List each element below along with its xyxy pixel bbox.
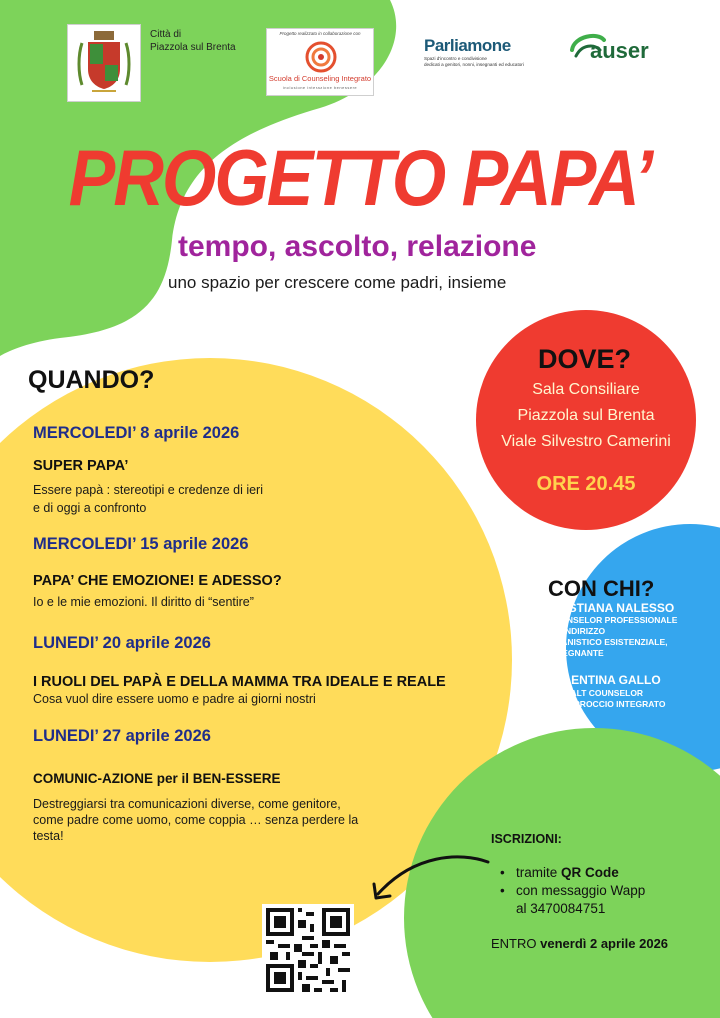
flower-icon: [305, 41, 337, 73]
event3-title: I RUOLI DEL PAPÀ E DELLA MAMMA TRA IDEALE E REALE: [33, 674, 446, 690]
shield-icon: [68, 25, 140, 101]
event1-date: MERCOLEDI’ 8 aprile 2026: [33, 424, 240, 442]
dove-line2: Piazzola sul Brenta: [517, 407, 655, 424]
iscrizioni-list: [500, 864, 645, 918]
event4-desc-line3: testa!: [33, 829, 64, 843]
event2-title: PAPA’ CHE EMOZIONE! E ADESSO?: [33, 573, 282, 589]
iscrizioni-item-wapp-line1: con messaggio Wapp: [516, 883, 646, 898]
deadline-prefix: ENTRO: [491, 936, 541, 951]
person1-role4: INSEGNANTE: [548, 648, 604, 658]
parliamone-name: Parliamone: [424, 36, 511, 55]
auser-name: auser: [590, 38, 649, 63]
quando-heading: QUANDO?: [28, 366, 155, 394]
dove-line1: Sala Consiliare: [532, 381, 640, 398]
scuola-counseling-logo: [266, 28, 374, 96]
person2-role2: AD APPROCCIO INTEGRATO: [548, 699, 666, 709]
iscrizioni-item-qr-bold: QR Code: [561, 865, 619, 880]
scuola-subtitle: inclusione interazione benessere: [282, 85, 358, 90]
tagline: uno spazio per crescere come padri, insieme: [168, 273, 507, 292]
parliamone-tagline1: Spazi d'incontro e condivisione: [424, 56, 487, 61]
iscrizioni-item-wapp-line2: al 3470084751: [516, 901, 606, 916]
dove-line3: Viale Silvestro Camerini: [501, 433, 671, 450]
person1-role1: COUNSELOR PROFESSIONALE: [548, 615, 678, 625]
event1-title: SUPER PAPA’: [33, 458, 129, 474]
parliamone-logo: [424, 36, 534, 67]
event4-desc-line2: come padre come uomo, come coppia … senza perdere la: [33, 813, 359, 827]
coat-of-arms-logo: [67, 24, 141, 102]
scuola-top-text: Progetto realizzato in collaborazione con: [279, 31, 361, 36]
event2-desc-line1: Io e le mie emozioni. Il diritto di “sentire”: [33, 595, 254, 609]
event4-date: LUNEDI’ 27 aprile 2026: [33, 727, 211, 745]
person2-name: VALENTINA GALLO: [548, 673, 661, 687]
event1-desc-line1: Essere papà : stereotipi e credenze di ieri: [33, 483, 263, 497]
person1-name: CRISTIANA NALESSO: [548, 601, 675, 615]
iscrizioni-item-qr: [500, 864, 645, 882]
city-name: [150, 28, 236, 54]
qr-code[interactable]: [262, 904, 354, 996]
person2-role1: GESTALT COUNSELOR: [548, 688, 644, 698]
person1-role2: AD INDIRIZZO: [548, 626, 606, 636]
con-chi-heading: CON CHI?: [548, 576, 655, 601]
deadline-date: venerdì 2 aprile 2026: [540, 936, 669, 951]
parliamone-tagline2: dedicati a genitori, nonni, insegnanti ed educatori: [424, 61, 524, 67]
auser-logo: [568, 30, 649, 69]
city-line1: Città di: [150, 29, 182, 40]
event3-date: LUNEDI’ 20 aprile 2026: [33, 634, 211, 652]
iscrizioni-item-qr-prefix: tramite: [516, 865, 562, 880]
arrow-icon: [364, 852, 494, 908]
iscrizioni-heading: ISCRIZIONI:: [491, 832, 562, 846]
scuola-name: Scuola di Counseling Integrato: [268, 74, 372, 83]
event1-desc-line2: e di oggi a confronto: [33, 501, 147, 515]
event4-title: COMUNIC-AZIONE per il BEN-ESSERE: [33, 771, 281, 786]
dove-heading: DOVE?: [538, 344, 632, 374]
iscrizioni-item-wapp: [500, 882, 645, 918]
event2-date: MERCOLEDI’ 15 aprile 2026: [33, 535, 249, 553]
event4-desc-line1: Destreggiarsi tra comunicazioni diverse, come genitore,: [33, 797, 341, 811]
iscrizioni-deadline: [491, 936, 668, 951]
person1-role3: UMANISTICO ESISTENZIALE,: [548, 637, 668, 647]
dove-time: ORE 20.45: [536, 473, 636, 495]
subtitle: tempo, ascolto, relazione: [178, 230, 537, 263]
main-title: PROGETTO PAPA’: [68, 134, 652, 222]
city-line2: Piazzola sul Brenta: [150, 42, 236, 53]
event3-desc-line1: Cosa vuol dire essere uomo e padre ai giorni nostri: [33, 692, 316, 706]
